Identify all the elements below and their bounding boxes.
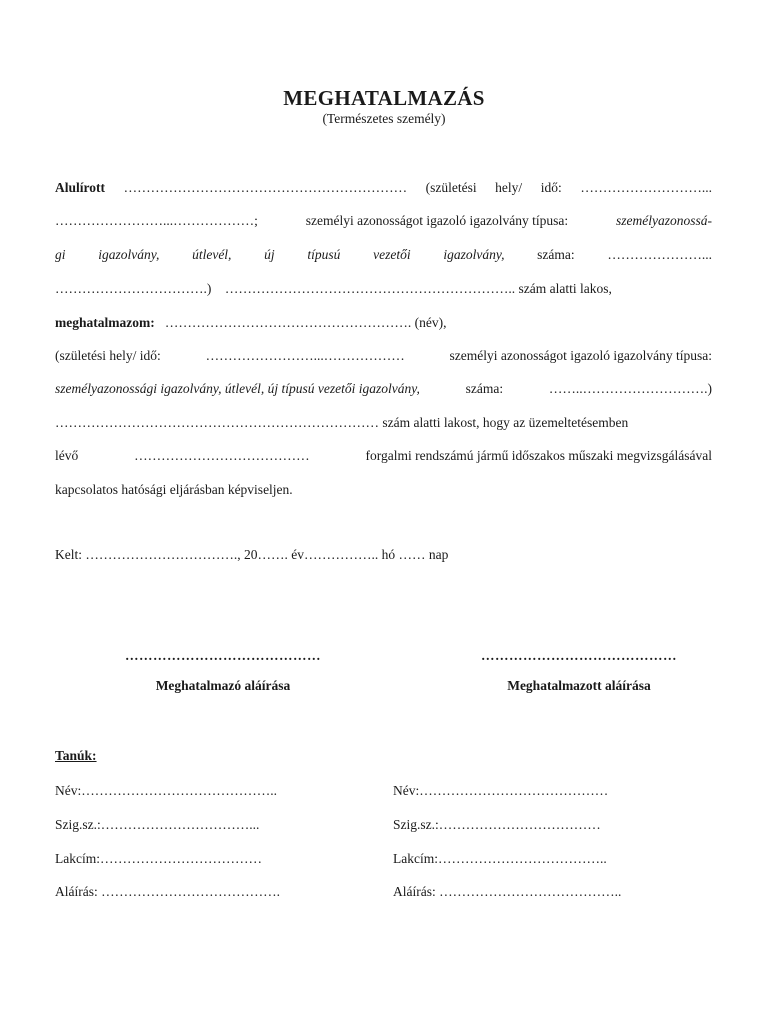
- id-type-word: típusú: [307, 247, 341, 262]
- agent-id-type-options: személyazonossági igazolvány, útlevél, új típusú vezetői igazolvány,: [55, 381, 420, 396]
- witness2-address: Lakcím:………………………………..: [393, 851, 607, 866]
- principal-signature-block: [93, 648, 353, 694]
- para-line-7: [55, 379, 712, 399]
- id-type-word: új: [264, 247, 275, 262]
- witness2-name: Név:……………………………………: [393, 783, 609, 798]
- witness1-name: Név:……………………………………..: [55, 783, 277, 798]
- para-line-2: [55, 211, 712, 231]
- para-line-5: [55, 313, 712, 333]
- address-dots: ……………………………………………………….. szám alatti lakos,: [224, 281, 612, 296]
- number-label: száma:: [537, 247, 575, 262]
- id-type-word: vezetői: [373, 247, 411, 262]
- witness2-id: Szig.sz.:………………………………: [393, 817, 601, 832]
- plate-dots: …………………………………: [134, 448, 310, 463]
- alulirott-label: Alulírott: [55, 180, 105, 195]
- agent-address-text: ……………………………………………………………… szám alatti lakost, hogy az üzemeltetésemben: [55, 415, 629, 430]
- closing-text: kapcsolatos hatósági eljárásban képviseljen.: [55, 482, 293, 497]
- para-line-8: [55, 413, 712, 433]
- id-type-option: személyazonossá-: [615, 213, 712, 228]
- agent-number-label: száma:: [465, 381, 504, 396]
- birth-label: (születési: [425, 180, 477, 195]
- meghatalmazom-label: meghatalmazom:: [55, 315, 155, 330]
- agent-signature-line: ……………………………………: [481, 648, 677, 663]
- id-type-label: személyi azonosságot igazoló igazolvány típusa:: [305, 213, 569, 228]
- para-line-1: [55, 178, 712, 198]
- birth-dots-cont: ……………………...………………;: [55, 213, 258, 228]
- agent-number-dots: ……..……………………….): [548, 381, 712, 396]
- id-type-word: igazolvány,: [443, 247, 505, 262]
- para-line-9: [55, 446, 712, 466]
- agent-id-type-label: személyi azonosságot igazoló igazolvány típusa:: [449, 348, 712, 363]
- number-dots: …………………...: [607, 247, 712, 262]
- witness1-signature: Aláírás: ………………………………….: [55, 884, 280, 899]
- principal-signature-label: Meghatalmazó aláírása: [155, 678, 291, 693]
- birth-dots: ………………………...: [580, 180, 712, 195]
- witness2-signature: Aláírás: …………………………………..: [393, 884, 622, 899]
- agent-name-dots: ………………………………………………. (név),: [164, 315, 447, 330]
- date-place-line: Kelt: ……………………………., 20……. év…………….. hó …… nap: [55, 547, 449, 562]
- id-type-word: igazolvány,: [98, 247, 160, 262]
- birth-date-label: idő:: [540, 180, 562, 195]
- para-line-10: [55, 480, 712, 500]
- agent-signature-label: Meghatalmazott aláírása: [507, 678, 651, 693]
- witnesses-heading: Tanúk:: [55, 748, 97, 763]
- kelt-line: [55, 545, 712, 565]
- id-type-word: gi: [55, 247, 66, 262]
- document-title: MEGHATALMAZÁS: [283, 86, 485, 110]
- para-line-4: [55, 279, 712, 299]
- agent-birth-label: (születési hely/ idő:: [55, 348, 161, 363]
- para-line-6: [55, 346, 712, 366]
- witness1-id: Szig.sz.:……………………………...: [55, 817, 260, 832]
- name-dots: ………………………………………………………: [123, 180, 408, 195]
- para-line-3: [55, 245, 712, 265]
- id-type-word: útlevél,: [192, 247, 232, 262]
- principal-signature-line: ……………………………………: [125, 648, 321, 663]
- levo-label: lévő: [55, 448, 79, 463]
- agent-signature-block: [449, 648, 709, 694]
- number-dots-cont: …………………………….): [55, 281, 212, 296]
- vehicle-text: forgalmi rendszámú jármű időszakos műszaki megvizsgálásával: [365, 448, 712, 463]
- agent-birth-dots: ……………………...………………: [205, 348, 405, 363]
- witness1-address: Lakcím:………………………………: [55, 851, 262, 866]
- document-subtitle: (Természetes személy): [322, 111, 446, 126]
- birth-place-label: hely/: [495, 180, 523, 195]
